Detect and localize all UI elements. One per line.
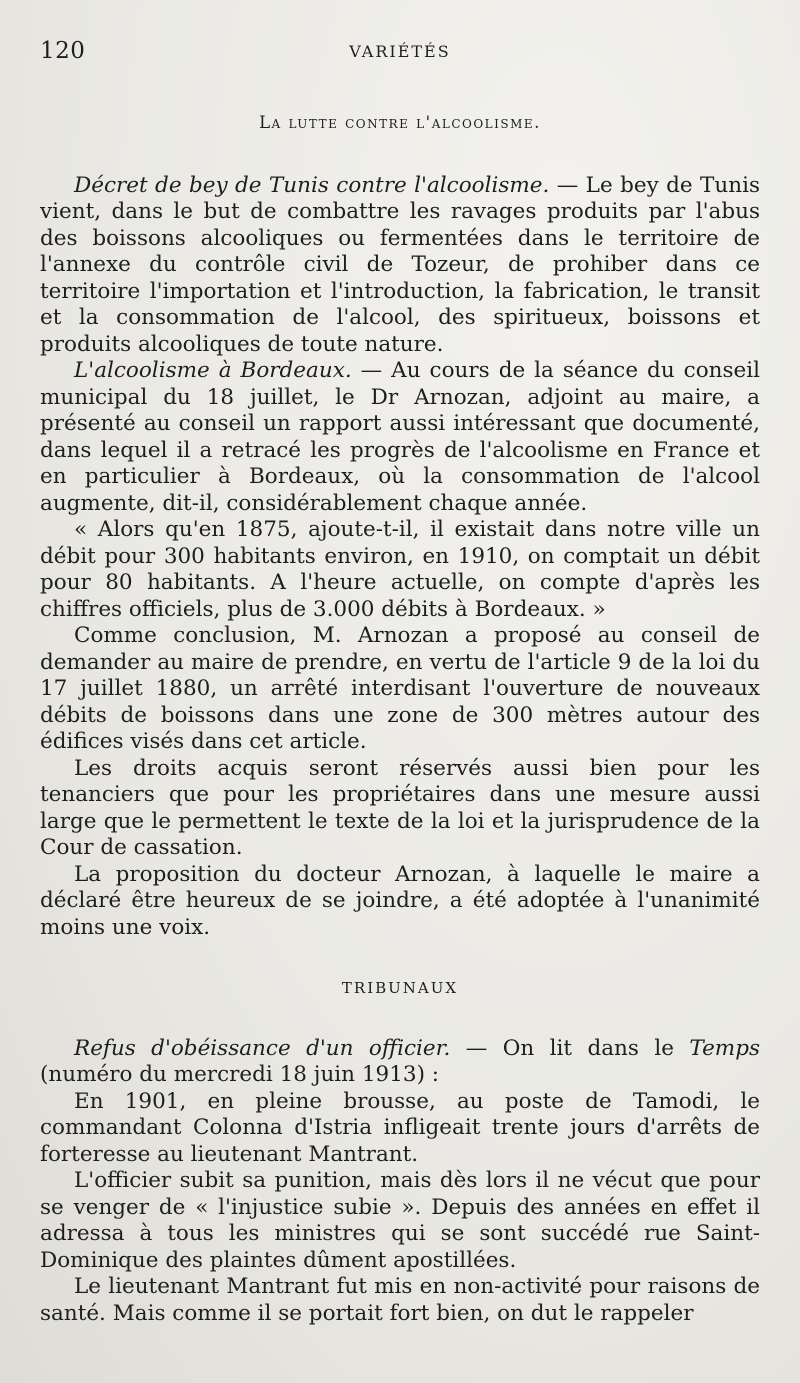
paragraph-refus-text-b: (numéro du mercredi 18 juin 1913) : xyxy=(40,1062,440,1087)
paragraph-refus-newspaper: Temps xyxy=(689,1035,760,1061)
section-title-alcoholism: La lutte contre l'alcoolisme. xyxy=(259,113,541,132)
paragraph-tunis xyxy=(40,173,760,359)
paragraph-refus xyxy=(40,1036,760,1089)
paragraph-non-activite: Le lieutenant Mantrant fut mis en non-activité pour raisons de santé. Mais comme il se portait fort bien, on dut le rappeler xyxy=(40,1274,760,1326)
paragraph-tunis-title: Décret de bey de Tunis contre l'alcoolisme. xyxy=(74,172,550,198)
paragraph-quote: « Alors qu'en 1875, ajoute-t-il, il existait dans notre ville un débit pour 300 habitants environ, en 1910, on comptait un débit pour 80 habitants. A l'heure actuelle, on compte d'après les chiffres officiels, plus de 3.000 débits à Bordeaux. » xyxy=(40,517,760,622)
page-body xyxy=(40,110,760,1327)
paragraph-adoption: La proposition du docteur Arnozan, à laquelle le maire a déclaré être heureux de se joindre, a été adoptée à l'unanimité moins une voix. xyxy=(40,861,760,940)
paragraph-refus-text-a: — On lit dans le xyxy=(450,1035,690,1061)
paragraph-tunis-text: — Le bey de Tunis vient, dans le but de combattre les ravages produits par l'abus des boissons alcooliques ou fermentées dans le territoire de l'annexe du contrôle civil de Tozeur, de prohiber dans ce territoire l'importation et l'introduction, la fabrication, le transit et la consommation de l'alcool, des spiritueux, boissons et produits alcooliques de toute nature. xyxy=(40,172,760,357)
section-title-tribunaux: TRIBUNAUX xyxy=(341,979,459,997)
paragraph-bordeaux-text: — Au cours de la séance du conseil municipal du 18 juillet, le Dr Arnozan, adjoint au maire, a présenté au conseil un rapport aussi intéressant que documenté, dans lequel il a retracé les progrès de l'alcoolisme en France et en particulier à Bordeaux, où la consommation de l'alcool augmente, dit-il, considérablement chaque année. xyxy=(40,358,761,516)
paragraph-bordeaux xyxy=(40,358,760,517)
paragraph-conclusion: Comme conclusion, M. Arnozan a proposé au conseil de demander au maire de prendre, en vertu de l'article 9 de la loi du 17 juillet 1880, un arrêté interdisant l'ouverture de nouveaux débits de boissons dans une zone de 300 mètres autour des édifices visés dans cet article. xyxy=(40,623,760,754)
paragraph-revenge: L'officier subit sa punition, mais dès lors il ne vécut que pour se venger de « l'injustice subie ». Depuis des années en effet il adressa à tous les ministres qui se sont succédé rue Saint-Dominique des plaintes dûment apostillées. xyxy=(40,1168,760,1273)
paragraph-tamodi: En 1901, en pleine brousse, au poste de Tamodi, le commandant Colonna d'Istria infligeait trente jours d'arrêts de forteresse au lieutenant Mantrant. xyxy=(40,1088,760,1167)
paragraph-rights: Les droits acquis seront réservés aussi bien pour les tenanciers que pour les propriétaires dans une mesure aussi large que le permettent le texte de la loi et la jurisprudence de la Cour de cassation. xyxy=(40,755,760,860)
page-number: 120 xyxy=(40,38,86,64)
paragraph-refus-title: Refus d'obéissance d'un officier. xyxy=(74,1035,451,1061)
running-head: VARIÉTÉS xyxy=(349,42,451,61)
paragraph-bordeaux-title: L'alcoolisme à Bordeaux. xyxy=(74,358,352,383)
